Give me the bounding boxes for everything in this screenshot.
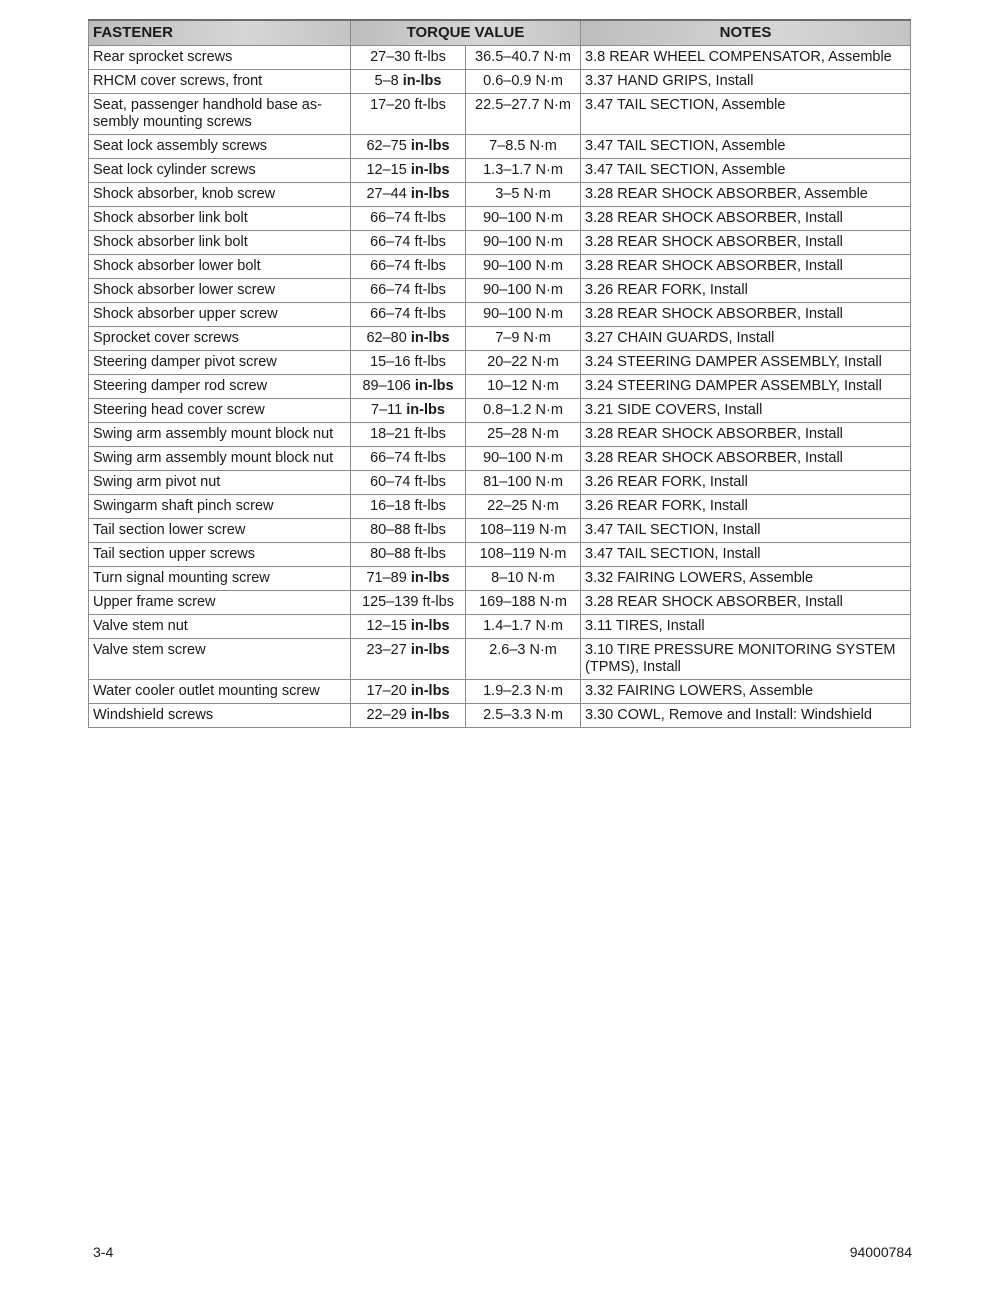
torque-imperial-value: 66–74 xyxy=(370,258,411,274)
torque-imperial-unit: in-lbs xyxy=(414,378,454,394)
table-row xyxy=(89,327,911,351)
torque-imperial-cell xyxy=(351,94,466,135)
table-row xyxy=(89,519,911,543)
fastener-cell: Shock absorber lower screw xyxy=(89,279,351,303)
table-row xyxy=(89,46,911,70)
table-row xyxy=(89,495,911,519)
torque-imperial-unit: in-lbs xyxy=(402,73,442,89)
fastener-cell: Rear sprocket screws xyxy=(89,46,351,70)
fastener-cell: RHCM cover screws, front xyxy=(89,70,351,94)
torque-metric-cell: 36.5–40.7 N·m xyxy=(466,46,581,70)
table-row xyxy=(89,207,911,231)
notes-cell: 3.47 TAIL SECTION, Assemble xyxy=(581,135,911,159)
torque-imperial-value: 27–30 xyxy=(370,49,411,65)
table-row xyxy=(89,183,911,207)
table-row xyxy=(89,94,911,135)
torque-imperial-value: 66–74 xyxy=(370,234,411,250)
fastener-cell: Seat lock cylinder screws xyxy=(89,159,351,183)
notes-cell: 3.37 HAND GRIPS, Install xyxy=(581,70,911,94)
torque-imperial-cell xyxy=(351,423,466,447)
table-row xyxy=(89,70,911,94)
torque-imperial-value: 16–18 xyxy=(370,498,411,514)
torque-metric-cell: 0.6–0.9 N·m xyxy=(466,70,581,94)
fastener-cell: Tail section lower screw xyxy=(89,519,351,543)
torque-imperial-unit: in-lbs xyxy=(406,402,445,418)
table-row xyxy=(89,135,911,159)
notes-cell: 3.26 REAR FORK, Install xyxy=(581,495,911,519)
torque-imperial-value: 23–27 xyxy=(366,642,407,658)
notes-cell: 3.28 REAR SHOCK ABSORBER, Install xyxy=(581,591,911,615)
torque-imperial-cell xyxy=(351,135,466,159)
torque-metric-cell: 90–100 N·m xyxy=(466,279,581,303)
notes-cell: 3.21 SIDE COVERS, Install xyxy=(581,399,911,423)
torque-imperial-unit: ft-lbs xyxy=(414,234,446,250)
header-torque-value: TORQUE VALUE xyxy=(351,20,581,46)
torque-imperial-unit: ft-lbs xyxy=(414,282,446,298)
torque-imperial-unit: in-lbs xyxy=(410,138,450,154)
fastener-cell: Valve stem nut xyxy=(89,615,351,639)
notes-cell: 3.27 CHAIN GUARDS, Install xyxy=(581,327,911,351)
torque-imperial-unit: ft-lbs xyxy=(414,546,446,562)
fastener-cell: Seat lock assembly screws xyxy=(89,135,351,159)
torque-imperial-cell xyxy=(351,399,466,423)
torque-imperial-value: 5–8 xyxy=(374,73,399,89)
torque-imperial-value: 62–80 xyxy=(366,330,407,346)
torque-imperial-value: 80–88 xyxy=(370,546,411,562)
fastener-cell: Swingarm shaft pinch screw xyxy=(89,495,351,519)
torque-imperial-unit: ft-lbs xyxy=(414,522,446,538)
notes-cell: 3.30 COWL, Remove and Install: Windshield xyxy=(581,704,911,728)
header-fastener: FASTENER xyxy=(89,20,351,46)
table-row xyxy=(89,447,911,471)
torque-metric-cell: 22–25 N·m xyxy=(466,495,581,519)
fastener-cell: Shock absorber upper screw xyxy=(89,303,351,327)
fastener-cell: Steering damper pivot screw xyxy=(89,351,351,375)
torque-imperial-value: 7–11 xyxy=(371,402,403,418)
fastener-cell: Shock absorber link bolt xyxy=(89,207,351,231)
table-row xyxy=(89,471,911,495)
notes-cell: 3.24 STEERING DAMPER ASSEMBLY, Install xyxy=(581,351,911,375)
notes-cell: 3.47 TAIL SECTION, Assemble xyxy=(581,94,911,135)
torque-metric-cell: 1.4–1.7 N·m xyxy=(466,615,581,639)
torque-metric-cell: 81–100 N·m xyxy=(466,471,581,495)
torque-metric-cell: 10–12 N·m xyxy=(466,375,581,399)
notes-cell: 3.47 TAIL SECTION, Assemble xyxy=(581,159,911,183)
torque-metric-cell: 7–9 N·m xyxy=(466,327,581,351)
notes-cell: 3.28 REAR SHOCK ABSORBER, Install xyxy=(581,207,911,231)
fastener-cell: Swing arm assembly mount block nut xyxy=(89,447,351,471)
torque-imperial-cell xyxy=(351,680,466,704)
notes-cell: 3.47 TAIL SECTION, Install xyxy=(581,543,911,567)
torque-imperial-cell xyxy=(351,543,466,567)
torque-imperial-value: 62–75 xyxy=(366,138,407,154)
torque-metric-cell: 90–100 N·m xyxy=(466,255,581,279)
torque-imperial-unit: ft-lbs xyxy=(414,450,446,466)
torque-imperial-cell xyxy=(351,471,466,495)
torque-imperial-unit: ft-lbs xyxy=(414,498,446,514)
torque-imperial-cell xyxy=(351,279,466,303)
table-row xyxy=(89,303,911,327)
notes-cell: 3.24 STEERING DAMPER ASSEMBLY, Install xyxy=(581,375,911,399)
torque-metric-cell: 1.9–2.3 N·m xyxy=(466,680,581,704)
notes-cell: 3.28 REAR SHOCK ABSORBER, Install xyxy=(581,423,911,447)
fastener-cell: Shock absorber, knob screw xyxy=(89,183,351,207)
fastener-cell: Swing arm pivot nut xyxy=(89,471,351,495)
torque-imperial-unit: in-lbs xyxy=(410,186,450,202)
notes-cell: 3.10 TIRE PRESSURE MONITORING SYSTEM (TPMS), Install xyxy=(581,639,911,680)
table-row xyxy=(89,279,911,303)
header-notes: NOTES xyxy=(581,20,911,46)
torque-metric-cell: 169–188 N·m xyxy=(466,591,581,615)
torque-imperial-value: 27–44 xyxy=(366,186,407,202)
notes-cell: 3.47 TAIL SECTION, Install xyxy=(581,519,911,543)
torque-imperial-unit: in-lbs xyxy=(410,618,450,634)
notes-cell: 3.28 REAR SHOCK ABSORBER, Install xyxy=(581,447,911,471)
table-row xyxy=(89,231,911,255)
table-row xyxy=(89,639,911,680)
torque-metric-cell: 90–100 N·m xyxy=(466,207,581,231)
torque-imperial-cell xyxy=(351,375,466,399)
torque-imperial-value: 17–20 xyxy=(366,683,407,699)
table-row xyxy=(89,680,911,704)
table-row xyxy=(89,615,911,639)
torque-imperial-cell xyxy=(351,231,466,255)
torque-imperial-unit: in-lbs xyxy=(410,570,450,586)
torque-imperial-value: 80–88 xyxy=(370,522,411,538)
fastener-cell: Swing arm assembly mount block nut xyxy=(89,423,351,447)
fastener-cell: Seat, passenger handhold base as-sembly mounting screws xyxy=(89,94,351,135)
notes-cell: 3.32 FAIRING LOWERS, Assemble xyxy=(581,567,911,591)
torque-imperial-unit: in-lbs xyxy=(410,707,450,723)
torque-imperial-cell xyxy=(351,495,466,519)
fastener-cell: Sprocket cover screws xyxy=(89,327,351,351)
torque-metric-cell: 90–100 N·m xyxy=(466,447,581,471)
torque-imperial-cell xyxy=(351,567,466,591)
torque-metric-cell: 108–119 N·m xyxy=(466,543,581,567)
torque-imperial-value: 22–29 xyxy=(366,707,407,723)
torque-imperial-unit: in-lbs xyxy=(410,683,450,699)
fastener-cell: Tail section upper screws xyxy=(89,543,351,567)
notes-cell: 3.28 REAR SHOCK ABSORBER, Assemble xyxy=(581,183,911,207)
torque-imperial-unit: ft-lbs xyxy=(414,354,446,370)
torque-imperial-value: 66–74 xyxy=(370,306,411,322)
torque-imperial-cell xyxy=(351,519,466,543)
torque-imperial-unit: in-lbs xyxy=(410,162,450,178)
table-row xyxy=(89,543,911,567)
torque-metric-cell: 90–100 N·m xyxy=(466,303,581,327)
torque-imperial-cell xyxy=(351,303,466,327)
fastener-cell: Water cooler outlet mounting screw xyxy=(89,680,351,704)
torque-imperial-unit: ft-lbs xyxy=(414,426,446,442)
torque-imperial-cell xyxy=(351,159,466,183)
torque-imperial-cell xyxy=(351,46,466,70)
torque-metric-cell: 20–22 N·m xyxy=(466,351,581,375)
torque-imperial-cell xyxy=(351,615,466,639)
table-row xyxy=(89,351,911,375)
torque-imperial-cell xyxy=(351,447,466,471)
notes-cell: 3.28 REAR SHOCK ABSORBER, Install xyxy=(581,255,911,279)
torque-imperial-unit: ft-lbs xyxy=(414,306,446,322)
torque-imperial-value: 125–139 xyxy=(362,594,419,610)
torque-imperial-unit: ft-lbs xyxy=(414,49,446,65)
torque-imperial-cell xyxy=(351,351,466,375)
torque-imperial-cell xyxy=(351,255,466,279)
torque-metric-cell: 1.3–1.7 N·m xyxy=(466,159,581,183)
notes-cell: 3.8 REAR WHEEL COMPENSATOR, Assemble xyxy=(581,46,911,70)
table-header-row xyxy=(89,20,911,46)
fastener-cell: Upper frame screw xyxy=(89,591,351,615)
torque-imperial-value: 12–15 xyxy=(366,162,407,178)
torque-imperial-value: 66–74 xyxy=(370,210,411,226)
fastener-cell: Windshield screws xyxy=(89,704,351,728)
table-row xyxy=(89,255,911,279)
table-row xyxy=(89,375,911,399)
torque-imperial-unit: in-lbs xyxy=(410,330,450,346)
fastener-cell: Shock absorber link bolt xyxy=(89,231,351,255)
table-row xyxy=(89,159,911,183)
torque-imperial-value: 17–20 xyxy=(370,97,411,113)
torque-imperial-unit: ft-lbs xyxy=(422,594,454,610)
notes-cell: 3.26 REAR FORK, Install xyxy=(581,471,911,495)
torque-metric-cell: 2.5–3.3 N·m xyxy=(466,704,581,728)
table-row xyxy=(89,423,911,447)
fastener-cell: Shock absorber lower bolt xyxy=(89,255,351,279)
torque-imperial-cell xyxy=(351,704,466,728)
table-row xyxy=(89,591,911,615)
table-row xyxy=(89,399,911,423)
torque-imperial-cell xyxy=(351,183,466,207)
torque-metric-cell: 2.6–3 N·m xyxy=(466,639,581,680)
document-number: 94000784 xyxy=(849,1244,912,1260)
torque-imperial-value: 66–74 xyxy=(370,282,411,298)
notes-cell: 3.32 FAIRING LOWERS, Assemble xyxy=(581,680,911,704)
torque-imperial-unit: in-lbs xyxy=(410,642,450,658)
torque-imperial-value: 71–89 xyxy=(366,570,407,586)
torque-metric-cell: 7–8.5 N·m xyxy=(466,135,581,159)
torque-metric-cell: 3–5 N·m xyxy=(466,183,581,207)
torque-imperial-value: 12–15 xyxy=(366,618,407,634)
torque-imperial-value: 18–21 xyxy=(370,426,411,442)
torque-metric-cell: 90–100 N·m xyxy=(466,231,581,255)
table-body xyxy=(89,46,911,728)
torque-metric-cell: 8–10 N·m xyxy=(466,567,581,591)
torque-imperial-unit: ft-lbs xyxy=(414,474,446,490)
torque-imperial-value: 15–16 xyxy=(370,354,411,370)
torque-imperial-cell xyxy=(351,207,466,231)
torque-imperial-cell xyxy=(351,327,466,351)
torque-imperial-value: 60–74 xyxy=(370,474,411,490)
notes-cell: 3.28 REAR SHOCK ABSORBER, Install xyxy=(581,303,911,327)
torque-table xyxy=(88,19,911,728)
table-row xyxy=(89,567,911,591)
notes-cell: 3.11 TIRES, Install xyxy=(581,615,911,639)
notes-cell: 3.28 REAR SHOCK ABSORBER, Install xyxy=(581,231,911,255)
torque-imperial-value: 89–106 xyxy=(362,378,411,394)
torque-metric-cell: 22.5–27.7 N·m xyxy=(466,94,581,135)
page-number: 3-4 xyxy=(93,1244,114,1260)
torque-metric-cell: 108–119 N·m xyxy=(466,519,581,543)
torque-imperial-unit: ft-lbs xyxy=(414,210,446,226)
fastener-cell: Valve stem screw xyxy=(89,639,351,680)
notes-cell: 3.26 REAR FORK, Install xyxy=(581,279,911,303)
fastener-cell: Turn signal mounting screw xyxy=(89,567,351,591)
torque-imperial-cell xyxy=(351,591,466,615)
fastener-cell: Steering damper rod screw xyxy=(89,375,351,399)
torque-metric-cell: 0.8–1.2 N·m xyxy=(466,399,581,423)
table-row xyxy=(89,704,911,728)
torque-imperial-value: 66–74 xyxy=(370,450,411,466)
torque-imperial-unit: ft-lbs xyxy=(414,258,446,274)
fastener-cell: Steering head cover screw xyxy=(89,399,351,423)
torque-imperial-unit: ft-lbs xyxy=(414,97,446,113)
torque-imperial-cell xyxy=(351,70,466,94)
torque-metric-cell: 25–28 N·m xyxy=(466,423,581,447)
torque-imperial-cell xyxy=(351,639,466,680)
